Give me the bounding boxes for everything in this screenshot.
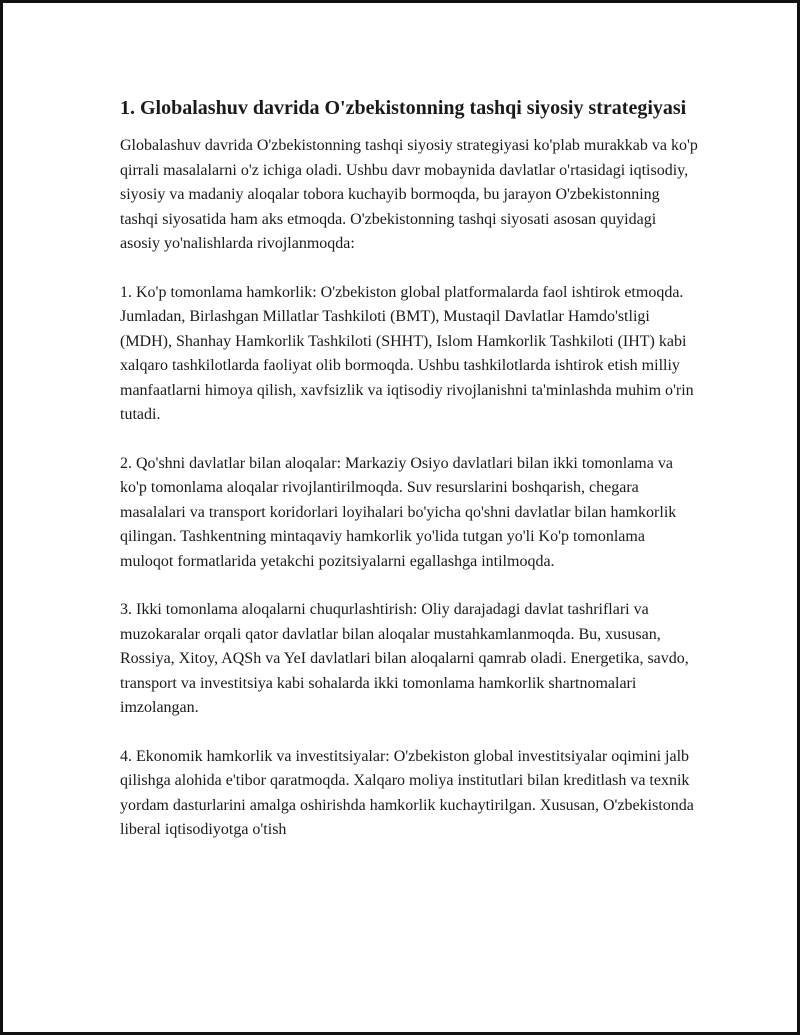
section-heading: 1. Globalashuv davrida O'zbekistonning tashqi siyosiy strategiyasi bbox=[120, 97, 687, 119]
paragraph-bilateral-relations: 3. Ikki tomonlama aloqalarni chuqurlashtirish: Oliy darajadagi davlat tashriflari va muzokaralar orqali qator davlatlar bilan aloqalar mustahkamlanmoqda. Bu, xususan, Rossiya, Xitoy, AQSh va YeI davlatlari bilan aloqalarni qamrab oladi. Energetika, savdo, transport va investitsiya kabi sohalarda ikki tomonlama hamkorlik shartnomalari imzolangan. bbox=[120, 601, 689, 716]
paragraph-neighbor-relations: 2. Qo'shni davlatlar bilan aloqalar: Markaziy Osiyo davlatlari bilan ikki tomonlama va ko'p tomonlama aloqalar rivojlantirilmoqda. Suv resurslarini boshqarish, chegara masalalari va transport koridorlari loyihalari bo'yicha qo'shni davlatlar bilan hamkorlik qilingan. Tashkentning mintaqaviy hamkorlik yo'lida tutgan yo'li Ko'p tomonlama muloqot formatlarida yetakchi pozitsiyalarni egallashga intilmoqda. bbox=[120, 454, 677, 570]
intro-paragraph: Globalashuv davrida O'zbekistonning tashqi siyosiy strategiyasi ko'plab murakkab va ko'p qirrali masalalarni o'z ichiga oladi. Ushbu davr mobaynida davlatlar o'rtasidagi iqtisodiy, siyosiy va madaniy aloqalar tobora kuchayib bormoqda, bu jarayon O'zbekistonning tashqi siyosatida ham aks etmoqda. O'zbekistonning tashqi siyosati asosan quyidagi asosiy yo'nalishlarda rivojlanmoqda: bbox=[120, 137, 698, 252]
paragraph-economic-cooperation: 4. Ekonomik hamkorlik va investitsiyalar: O'zbekiston global investitsiyalar oqimini jalb qilishga alohida e'tibor qaratmoqda. Xalqaro moliya institutlari bilan kreditlash va texnik yordam dasturlarini amalga oshirishda hamkorlik kuchaytirilgan. Xususan, O'zbekistonda liberal iqtisodiyotga o'tish bbox=[120, 747, 694, 838]
paragraph-multilateral-cooperation: 1. Ko'p tomonlama hamkorlik: O'zbekiston global platformalarda faol ishtirok etmoqda. Jumladan, Birlashgan Millatlar Tashkiloti (BMT), Mustaqil Davlatlar Hamdo'stligi (MDH), Shanhay Hamkorlik Tashkiloti (SHHT), Islom Hamkorlik Tashkiloti (IHT) kabi xalqaro tashkilotlarda faoliyat olib bormoqda. Ushbu tashkilotlarda ishtirok etish milliy manfaatlarni himoya qilish, xavfsizlik va iqtisodiy rivojlanishni ta'minlashda muhim o'rin tutadi. bbox=[120, 283, 694, 423]
document-body bbox=[120, 95, 700, 867]
